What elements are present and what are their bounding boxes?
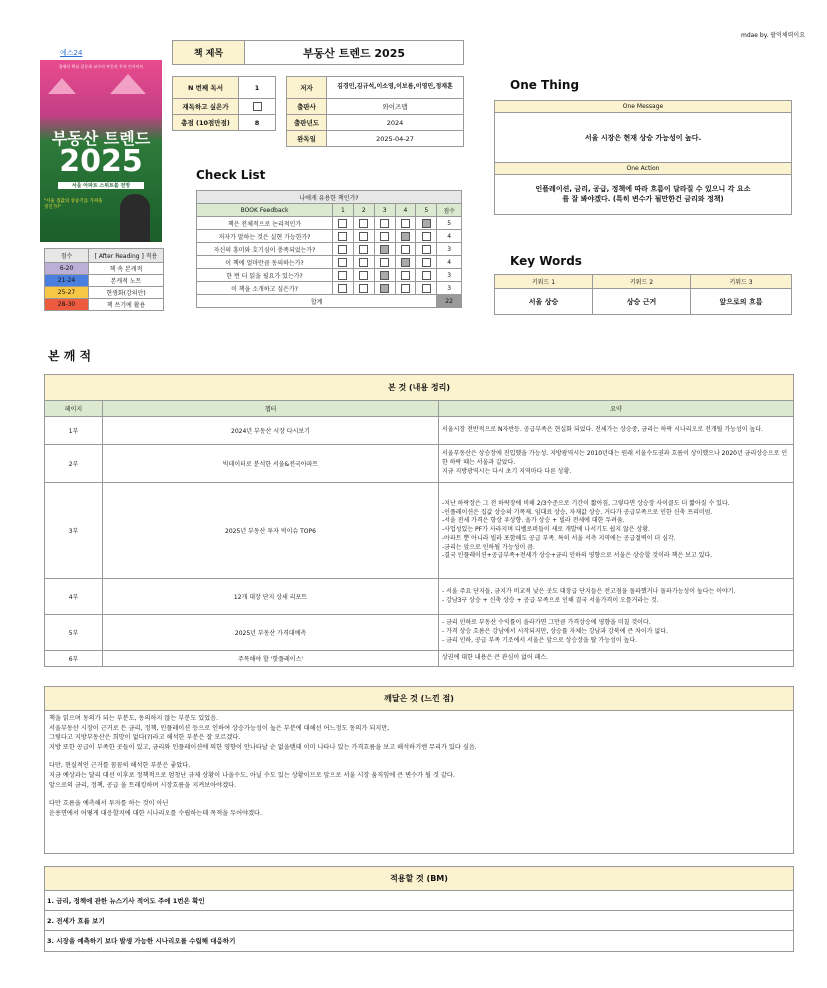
legend-text: 본캐적 노트 [89, 275, 164, 287]
score-checkbox[interactable] [422, 219, 431, 228]
score-checkbox[interactable] [401, 245, 410, 254]
felt-line: 서울부동산 시장이 근거로 든 금리, 정책, 인플레이션 등으로 인하여 상승가능성이 높은 부분에 대해선 어느정도 동의가 되지만, [49, 724, 390, 732]
row-page: 5부 [45, 615, 103, 651]
apply-title: 적용할 것 (BM) [45, 867, 793, 891]
felt-line: 다만, 현실적인 근거를 꼼꼼히 해석한 부분은 좋았다. [49, 762, 191, 770]
onething-title: One Thing [510, 78, 580, 92]
action-text: 인플레이션, 금리, 공급, 정책에 따라 흐름이 달라질 수 있으니 각 요소를 잘 봐야겠다. (특히 변수가 될만한건 금리와 정책) [495, 175, 792, 215]
seen-header-chapter: 챕터 [103, 401, 439, 417]
row-score: 4 [437, 256, 462, 269]
checklist-header: 나에게 유용한 책인가? [197, 191, 462, 204]
seen-title: 본 것 (내용 정리) [45, 375, 794, 401]
legend-text: 책 쓰기에 활용 [89, 299, 164, 311]
cover-title: 부동산 트렌드 [51, 129, 151, 148]
keyword-label: 키워드 3 [691, 275, 792, 289]
keywords-table [494, 274, 792, 315]
legend-range: 28-30 [45, 299, 89, 311]
message-text: 서울 시장은 현재 상승 가능성이 높다. [495, 113, 792, 163]
checklist-row [197, 243, 462, 256]
main-title: 본 깨 적 [48, 349, 92, 363]
row-page: 4부 [45, 579, 103, 615]
legend-header-score: 점수 [45, 249, 89, 263]
score-checkbox[interactable] [401, 271, 410, 280]
col-3: 3 [374, 204, 395, 217]
apply-item: 2. 전세가 흐름 보기 [45, 911, 793, 931]
score-checkbox[interactable] [380, 219, 389, 228]
felt-line [49, 790, 789, 799]
felt-line: 운용면에서 어떻게 대응할지에 대한 시나리오를 수립하는데 목적을 두어야겠다. [49, 809, 262, 817]
row-chapter: 2025년 부동산 가격대예측 [103, 615, 439, 651]
score-checkbox[interactable] [401, 258, 410, 267]
seen-header-page: 페이지 [45, 401, 103, 417]
onething-table [494, 100, 792, 215]
checklist-row [197, 282, 462, 295]
score-checkbox[interactable] [359, 219, 368, 228]
row-page: 2부 [45, 445, 103, 483]
felt-line: 앞으로의 금리, 정책, 공급 을 트래킹하며 시장흐름을 지켜보아야겠다. [49, 781, 237, 789]
title-row [172, 40, 464, 65]
row-score: 3 [437, 282, 462, 295]
row-summary: - 금리 인하로 부동산 수익률이 올라가면 그만큼 가격상승에 영향을 미칠 것이다. - 가격 상승 흐름은 강남에서 시작되지만, 상승률 자체는 강남과 강북에 큰 차이가 없다. - 금리 인하, 공급 부족 기조에서 서울은 앞으로 상승장을 탈 가능성이 높다. [439, 615, 794, 651]
score-checkbox[interactable] [359, 258, 368, 267]
row-page: 6부 [45, 651, 103, 667]
author-note: mdae by. 팔억체력이요 [740, 32, 805, 39]
felt-line: 다만 흐름을 예측해서 투자를 하는 것이 아닌 [49, 800, 169, 808]
score-legend [44, 248, 164, 311]
seen-row [45, 417, 794, 445]
seen-row [45, 651, 794, 667]
total-label: 합계 [197, 295, 437, 308]
author-photo [120, 194, 150, 242]
col-4: 4 [395, 204, 416, 217]
row-chapter: 빅데이터로 분석한 서울&전국아파트 [103, 445, 439, 483]
feedback-label: BOOK Feedback [197, 204, 333, 217]
author-value: 김경민,김규석,이소영,이보름,이영민,정재훈 [327, 77, 464, 99]
year-label: 출판년도 [287, 115, 327, 131]
reread-checkbox[interactable] [253, 102, 262, 111]
score-checkbox[interactable] [359, 232, 368, 241]
year-value: 2024 [327, 115, 464, 131]
keyword-label: 키워드 1 [495, 275, 593, 289]
keyword-value: 서울 상승 [495, 289, 593, 315]
felt-line: 그렇다고 지방부동산은 희망이 없다(?)라고 해석한 부분은 잘 모르겠다. [49, 734, 241, 742]
publisher-value: 와이즈맵 [327, 99, 464, 115]
n-value: 1 [239, 77, 276, 99]
score-checkbox[interactable] [401, 232, 410, 241]
legend-text: 책 속 본캐적 [89, 263, 164, 275]
house-shape [110, 74, 146, 94]
row-chapter: 2025년 부동산 투자 빅이슈 TOP6 [103, 483, 439, 579]
title-label: 책 제목 [173, 41, 245, 65]
felt-line: 지방 또한 공급이 부족한 곳들이 있고, 금리와 인플레이션에 의한 영향이 안나타날 순 없을텐데 이미 나타나 있는 가격흐름을 보고 해석하기엔 무리가 있다 싶음. [49, 743, 477, 751]
col-1: 1 [333, 204, 354, 217]
house-shape [48, 78, 76, 94]
score-checkbox[interactable] [380, 258, 389, 267]
row-score: 5 [437, 217, 462, 230]
apply-item: 3. 시장을 예측하기 보다 발생 가능한 시나리오를 수립해 대응하기 [47, 937, 236, 945]
seen-row [45, 615, 794, 651]
score-checkbox[interactable] [338, 271, 347, 280]
row-summary: 상권에 대한 내용은 큰 관심이 없어 패스. [439, 651, 794, 667]
row-chapter: 주목해야 할 '핫플레이스' [103, 651, 439, 667]
score-checkbox[interactable] [338, 245, 347, 254]
cover-tag: 경제의 핵심 질문과 교수의 부동산 투자 인사이트 [58, 64, 144, 69]
publisher-label: 출판사 [287, 99, 327, 115]
row-page: 1부 [45, 417, 103, 445]
legend-header-apply: [ After Reading ] 적용 [89, 249, 164, 263]
score-checkbox[interactable] [380, 271, 389, 280]
row-page: 3부 [45, 483, 103, 579]
score-checkbox[interactable] [359, 284, 368, 293]
row-summary: 서울부동산은 상승장에 진입했을 가능성. 지방광역시는 2010년대는 원래 서울수도권과 흐름이 상이했으나 2020년 금리상승으로 인한 하락 때는 서울과 같았다. 지금 지방광역시는 다시 초기 지역마다 다른 상황. [439, 445, 794, 483]
score-checkbox[interactable] [338, 232, 347, 241]
keyword-value: 앞으로의 흐름 [691, 289, 792, 315]
felt-line: 지금 예상과는 달리 대선 이후로 정책적으로 엄청난 규제 상황이 나올수도, 아닐 수도 있는 상황이므로 앞으로 서울 시장 움직임에 큰 변수가 될 것 같다. [49, 772, 455, 780]
score-checkbox[interactable] [422, 258, 431, 267]
seen-row [45, 445, 794, 483]
author-label: 저자 [287, 77, 327, 99]
score-checkbox[interactable] [338, 284, 347, 293]
total-value: 8 [239, 115, 276, 131]
score-checkbox[interactable] [401, 284, 410, 293]
legend-text: 현생화(강의안) [89, 287, 164, 299]
action-label: One Action [495, 163, 792, 175]
apply-item: 1. 금리, 정책에 관한 뉴스기사 적어도 주에 1번은 확인 [45, 891, 793, 911]
apply-box [44, 866, 794, 952]
checklist-row [197, 269, 462, 282]
row-score: 3 [437, 269, 462, 282]
book-cover [40, 60, 162, 242]
wish-label: 재독하고 싶은가 [173, 99, 239, 115]
done-value: 2025-04-27 [327, 131, 464, 147]
score-checkbox[interactable] [338, 258, 347, 267]
checklist-row [197, 230, 462, 243]
score-checkbox[interactable] [380, 284, 389, 293]
row-summary: 서울시장 전반적으로 N자반등. 공급부족은 현실화 되었다. 전세가는 상승중, 금리는 하락 시나리오로 전개될 가능성이 높다. [439, 417, 794, 445]
checklist-question: 이 책에 얼마만큼 동의하는가? [197, 256, 333, 269]
seen-header-summary: 요약 [439, 401, 794, 417]
book-info [286, 76, 464, 147]
n-label: N 번째 독서 [173, 77, 239, 99]
checklist-question: 책은 전체적으로 논리적인가 [197, 217, 333, 230]
checklist-row [197, 256, 462, 269]
row-chapter: 2024년 부동산 시장 다시보기 [103, 417, 439, 445]
score-checkbox[interactable] [422, 232, 431, 241]
keyword-label: 키워드 2 [593, 275, 691, 289]
felt-line [49, 752, 789, 761]
done-label: 완독일 [287, 131, 327, 147]
legend-range: 25-27 [45, 287, 89, 299]
seen-row [45, 579, 794, 615]
col-2: 2 [353, 204, 374, 217]
score-checkbox[interactable] [359, 245, 368, 254]
seen-row [45, 483, 794, 579]
cover-subtitle: 서울 아파트 스위트블 전망 [58, 182, 144, 189]
felt-line: 책을 읽으며 동의가 되는 부분도, 동의하지 않는 부분도 있었음. [49, 715, 219, 722]
row-chapter: 12개 대장 단지 상세 리포트 [103, 579, 439, 615]
checklist-table [196, 190, 462, 308]
checklist-row [197, 217, 462, 230]
score-checkbox[interactable] [422, 245, 431, 254]
score-checkbox[interactable] [422, 271, 431, 280]
col-5: 5 [416, 204, 437, 217]
store-link[interactable]: 예스24 [60, 49, 83, 57]
score-label: 점수 [437, 204, 462, 217]
checklist-question: 이 책을 소개하고 싶은가? [197, 282, 333, 295]
score-checkbox[interactable] [422, 284, 431, 293]
score-checkbox[interactable] [380, 232, 389, 241]
score-checkbox[interactable] [359, 271, 368, 280]
reading-info [172, 76, 276, 131]
felt-box [44, 686, 794, 854]
total-label: 총점 (10점만점) [173, 115, 239, 131]
total-score: 22 [437, 295, 462, 308]
checklist-question: 저자가 말하는 것은 실현 가능한가? [197, 230, 333, 243]
legend-range: 6-20 [45, 263, 89, 275]
score-checkbox[interactable] [380, 245, 389, 254]
legend-range: 21-24 [45, 275, 89, 287]
checklist-title: Check List [196, 168, 266, 182]
message-label: One Message [495, 101, 792, 113]
book-title: 부동산 트렌드 2025 [245, 41, 464, 65]
row-score: 3 [437, 243, 462, 256]
keyword-value: 상승 근거 [593, 289, 691, 315]
row-summary: -지난 하락장은 그 전 하락장에 비해 2/3수준으로 기간이 짧아짐, 그렇다면 상승장 사이클도 더 짧아질 수 있다. -인플레이션은 집값 상승의 기폭제. 임대료 상승, 자재값 상승. 거다가 공급부족으로 인한 신축 프리미엄. -서울 전세 가격은 항상 우상향. 올가 상승 + 빌라 전세에 대한 두려움. -사업성있는 PF가 사라지며 디벨로퍼들이 새로 개발에 나서기도 쉽지 않은 상황. -아파트 뿐 아니라 빌라 포함해도 공급 부족. 특히 서울 서측 지역에는 공급절벽이 더 심각. -금리는 앞으로 인하될 가능성이 큼. -결국 인플레이션+공급부족+전세가 상승+금리 인하의 영향으로 서울은 상승할 것이라 책은 보고 있다. [439, 483, 794, 579]
cover-year: 2025 [59, 144, 143, 179]
score-checkbox[interactable] [401, 219, 410, 228]
cover-quote: "서울 집값의 상승기를 가져올 것인가?" [44, 199, 103, 210]
row-summary: - 서울 주요 단지들, 금지가 비교적 낮은 곳도 대장급 단지들은 전고점을 돌파했거나 돌파가능성이 높다는 이야기. - 강남3구 상승 + 신축 상승 + 공급 부족으로 인해 결국 서울가격이 오를거라는 것. [439, 579, 794, 615]
score-checkbox[interactable] [338, 219, 347, 228]
felt-title: 깨달은 것 (느낀 점) [45, 687, 793, 711]
keywords-title: Key Words [510, 254, 582, 268]
checklist-question: 자신의 흥미와 호기심이 충족되었는가? [197, 243, 333, 256]
row-score: 4 [437, 230, 462, 243]
seen-table [44, 374, 794, 667]
checklist-question: 한 번 더 읽을 필요가 있는가? [197, 269, 333, 282]
